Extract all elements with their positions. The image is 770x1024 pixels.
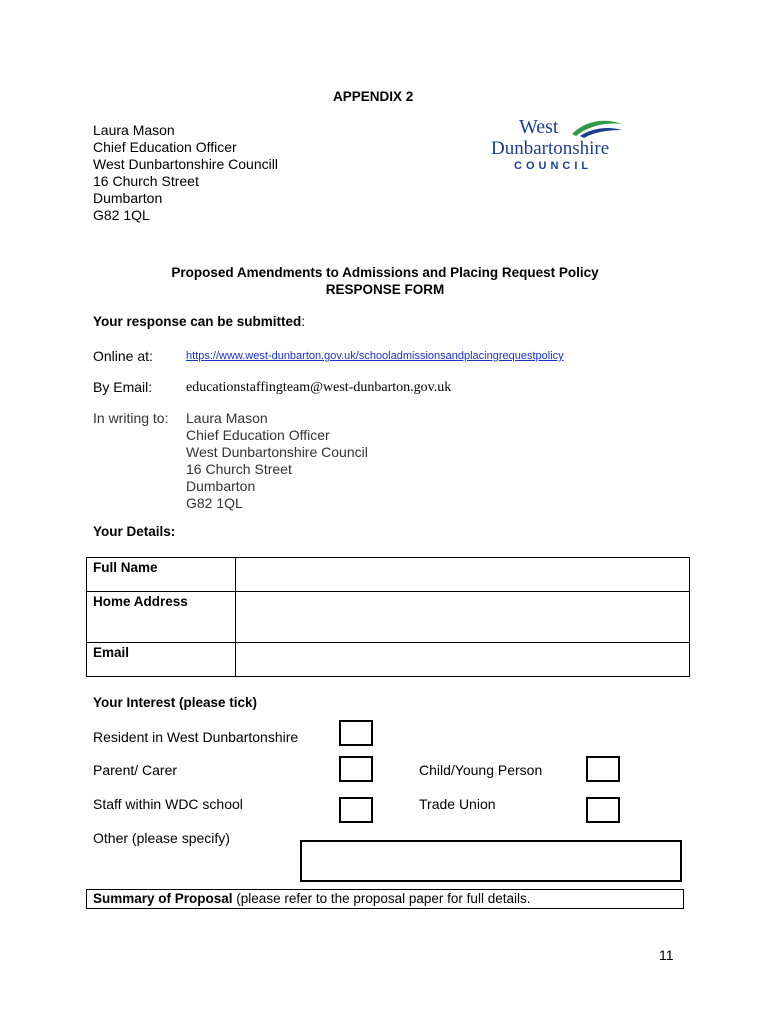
submit-heading-text: Your response can be submitted bbox=[93, 314, 302, 329]
writing-address bbox=[186, 410, 368, 512]
table-row bbox=[87, 592, 690, 643]
home-address-field[interactable] bbox=[236, 592, 690, 643]
submit-heading-colon: : bbox=[301, 314, 306, 329]
writing-label: In writing to: bbox=[93, 410, 169, 426]
table-row bbox=[87, 558, 690, 592]
email-label-cell: Email bbox=[87, 643, 236, 677]
resident-checkbox[interactable] bbox=[339, 720, 373, 746]
council-logo bbox=[488, 114, 628, 176]
staff-label: Staff within WDC school bbox=[93, 796, 243, 812]
table-row bbox=[87, 643, 690, 677]
submit-heading bbox=[93, 314, 305, 329]
other-specify-field[interactable] bbox=[300, 840, 682, 882]
form-title-line1: Proposed Amendments to Admissions and Placing Request Policy bbox=[171, 265, 599, 280]
email-field[interactable] bbox=[236, 643, 690, 677]
interest-heading: Your Interest (please tick) bbox=[93, 695, 258, 710]
child-label: Child/Young Person bbox=[419, 762, 543, 778]
child-checkbox[interactable] bbox=[586, 756, 620, 782]
address-line: Dumbarton bbox=[186, 478, 256, 494]
email-address[interactable]: educationstaffingteam@west-dunbarton.gov.uk bbox=[186, 380, 452, 395]
full-name-field[interactable] bbox=[236, 558, 690, 592]
staff-checkbox[interactable] bbox=[339, 797, 373, 823]
parent-checkbox[interactable] bbox=[339, 756, 373, 782]
union-checkbox[interactable] bbox=[586, 797, 620, 823]
page-number: 11 bbox=[659, 947, 674, 963]
home-address-label: Home Address bbox=[87, 592, 236, 643]
address-line: Laura Mason bbox=[93, 122, 175, 138]
summary-rest: (please refer to the proposal paper for full details. bbox=[232, 891, 531, 906]
sender-address bbox=[93, 122, 278, 224]
online-url-link[interactable]: https://www.west-dunbarton.gov.uk/schooladmissionsandplacingrequestpolicy bbox=[186, 350, 564, 362]
other-label: Other (please specify) bbox=[93, 830, 230, 846]
address-line: 16 Church Street bbox=[93, 173, 199, 189]
logo-line-dunbartonshire: Dunbartonshire bbox=[491, 138, 610, 159]
logo-line-west: West bbox=[519, 116, 559, 138]
summary-bold: Summary of Proposal bbox=[93, 891, 233, 906]
address-line: Dumbarton bbox=[93, 190, 163, 206]
email-label: By Email: bbox=[93, 379, 153, 395]
address-line: West Dunbartonshire Council bbox=[186, 444, 368, 460]
details-table bbox=[86, 557, 690, 677]
address-line: Chief Education Officer bbox=[93, 139, 237, 155]
form-title-line2: RESPONSE FORM bbox=[325, 282, 445, 297]
parent-label: Parent/ Carer bbox=[93, 762, 178, 778]
address-line: G82 1QL bbox=[186, 495, 243, 511]
details-heading: Your Details: bbox=[93, 524, 176, 539]
address-line: 16 Church Street bbox=[186, 461, 292, 477]
address-line: Chief Education Officer bbox=[186, 427, 330, 443]
full-name-label: Full Name bbox=[87, 558, 236, 592]
address-line: West Dunbartonshire Councill bbox=[93, 156, 278, 172]
resident-label: Resident in West Dunbartonshire bbox=[93, 729, 299, 745]
union-label: Trade Union bbox=[419, 796, 496, 812]
online-label: Online at: bbox=[93, 348, 153, 364]
summary-of-proposal bbox=[86, 889, 684, 909]
address-line: G82 1QL bbox=[93, 207, 150, 223]
address-line: Laura Mason bbox=[186, 410, 268, 426]
appendix-heading: APPENDIX 2 bbox=[333, 89, 414, 104]
logo-line-council: COUNCIL bbox=[514, 160, 593, 172]
